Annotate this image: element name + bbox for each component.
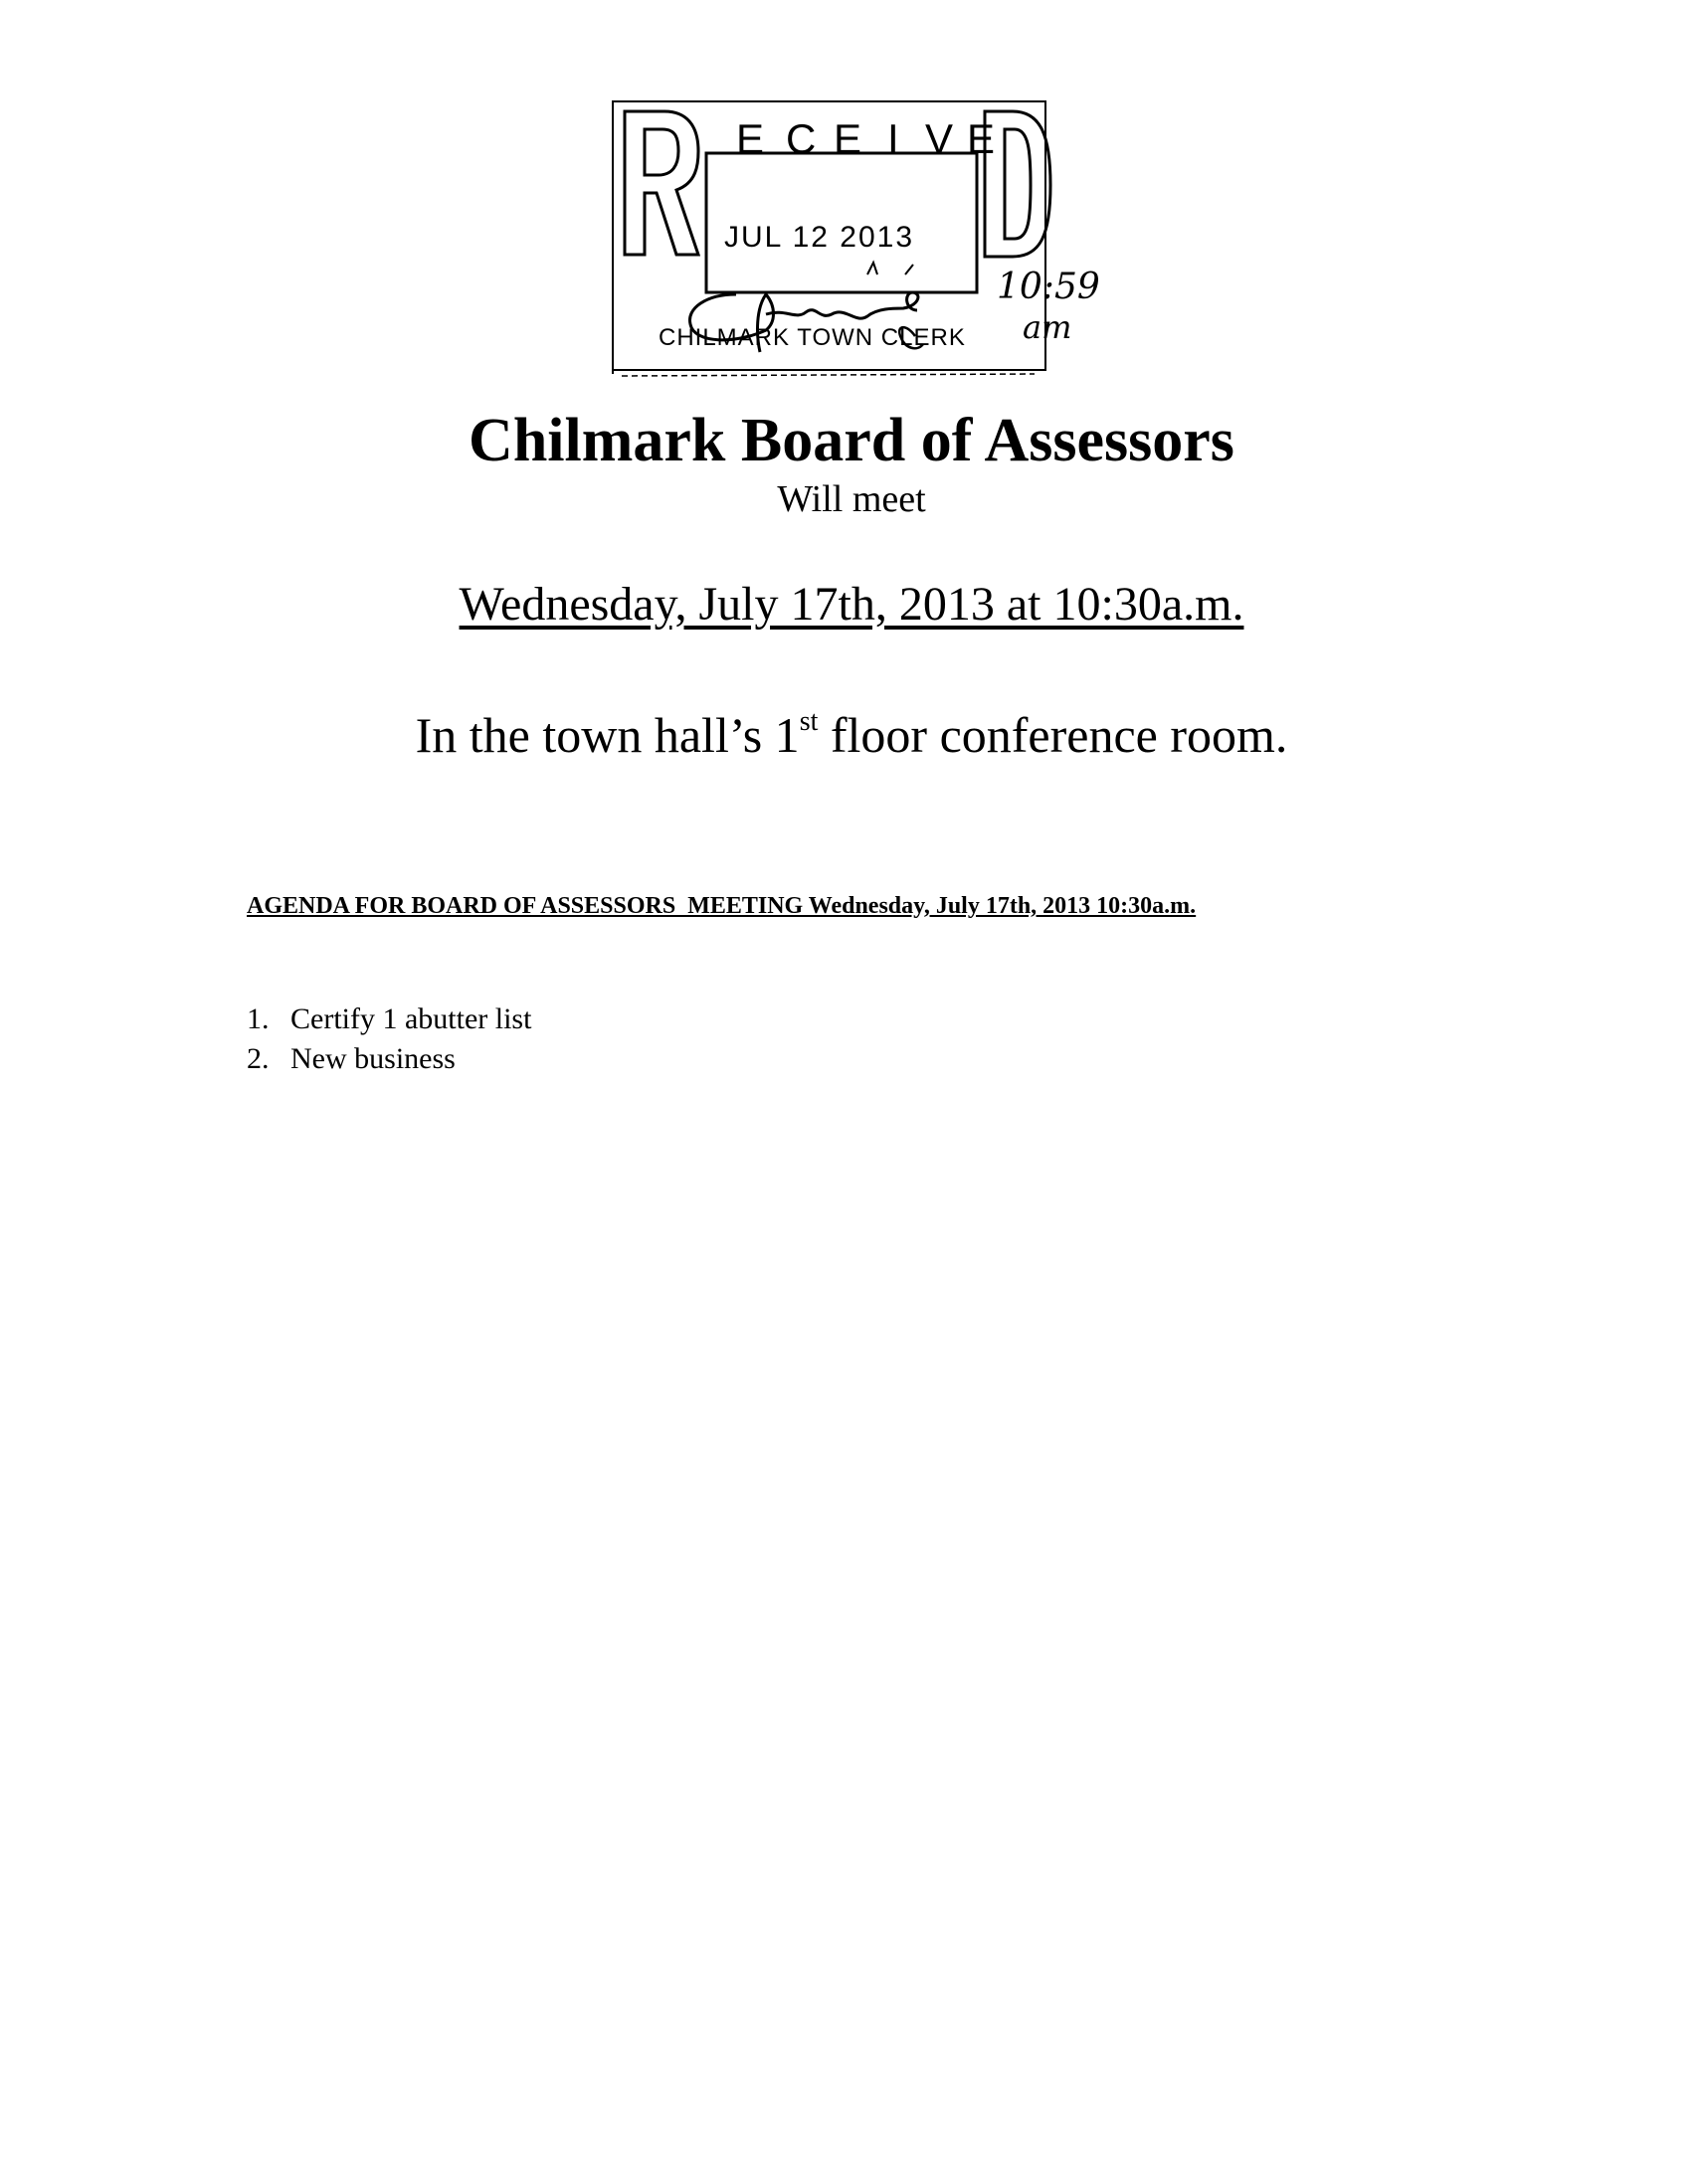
location-superscript: st — [799, 706, 819, 737]
received-stamp — [607, 95, 1104, 394]
stamp-letter-i: I — [887, 115, 899, 162]
agenda-item-number: 1. — [247, 1002, 270, 1035]
document-title: Chilmark Board of Assessors — [469, 407, 1234, 474]
stamp-letter-e3: E — [967, 115, 996, 162]
stamp-letter-v: V — [925, 115, 954, 162]
agenda-item — [247, 1039, 531, 1079]
location-text-pre: In the town hall’s 1 — [415, 707, 800, 763]
document-subtitle: Will meet — [777, 478, 926, 520]
agenda-list — [247, 1000, 531, 1079]
agenda-heading: AGENDA FOR BOARD OF ASSESSORS MEETING Wednesday, July 17th, 2013 10:30a.m. — [247, 893, 1197, 919]
stamp-letter-e: E — [736, 115, 765, 162]
stamp-handwritten-time: 10:59 — [997, 267, 1100, 307]
stamp-handwritten-ampm: am — [1023, 308, 1072, 346]
stamp-letter-c: C — [786, 115, 817, 162]
meeting-location — [0, 706, 1703, 764]
meeting-date: Wednesday, July 17th, 2013 at 10:30a.m. — [459, 578, 1244, 631]
agenda-item-text: Certify 1 abutter list — [290, 1002, 532, 1035]
stamp-letter-e2: E — [834, 115, 862, 162]
stamp-footer: CHILMARK TOWN CLERK — [659, 324, 966, 351]
location-text-post: floor conference room. — [818, 707, 1288, 763]
stamp-date: JUL 12 2013 — [724, 221, 915, 254]
agenda-item-number: 2. — [247, 1042, 270, 1075]
agenda-item-text: New business — [290, 1042, 456, 1075]
agenda-item — [247, 1000, 531, 1039]
